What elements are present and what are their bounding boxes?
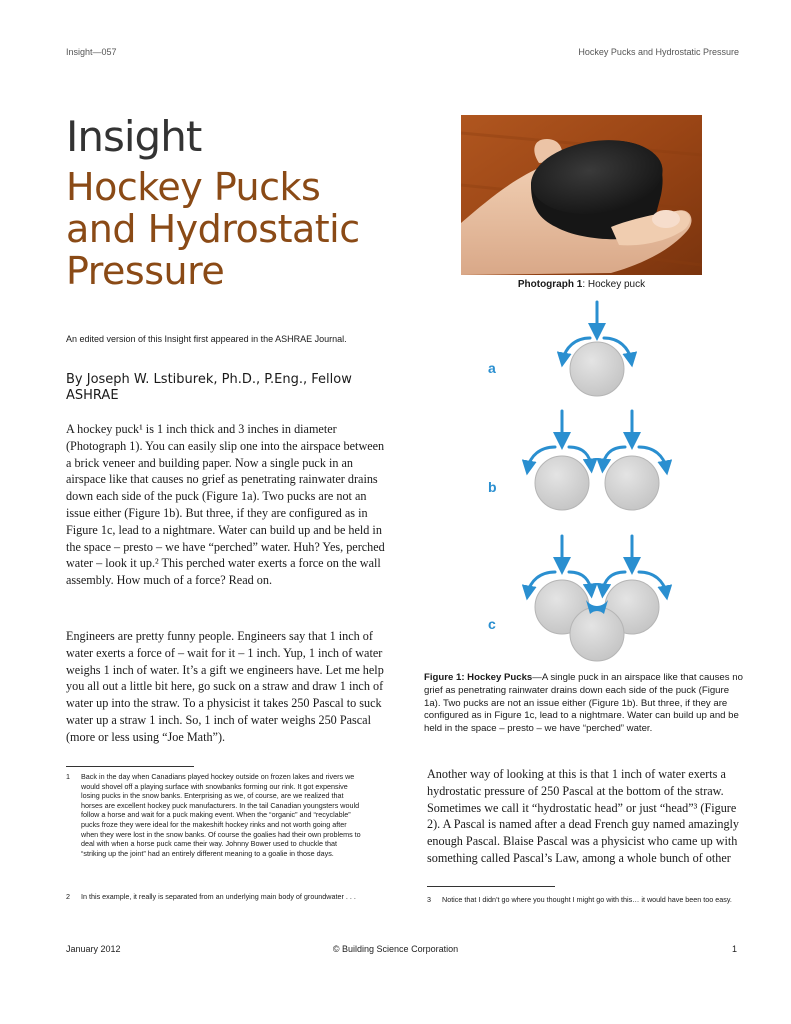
footer-date: January 2012	[66, 944, 121, 954]
footnote-rule-left	[66, 766, 194, 767]
puck-c-bottom	[570, 607, 624, 661]
title-kicker: Insight	[66, 112, 202, 161]
figure-label-c: c	[488, 616, 496, 632]
hockey-puck-photo	[461, 115, 702, 275]
footnote-text: In this example, it really is separated from an underlying main body of groundwater . . .	[81, 892, 356, 901]
page-title	[66, 166, 426, 292]
photo-caption-label: Photograph 1	[517, 279, 583, 290]
running-header-right: Hockey Pucks and Hydrostatic Pressure	[578, 47, 739, 57]
body-paragraph-3: Another way of looking at this is that 1 inch of water exerts a hydrostatic pressure of 250 Pascal at the bottom of the straw. Sometimes we call it “hydrostatic head” or just “head”³ (Figure 2). A Pascal is named after a dead French guy named amazingly enough Pascal. Blaise Pascal was a physicist who came up with something called Pascal’s Law, among a whole bunch of other	[427, 767, 740, 865]
title-line-3: Pressure	[66, 249, 225, 293]
footnote-number: 2	[66, 892, 70, 901]
body-paragraph-1: A hockey puck¹ is 1 inch thick and 3 inches in diameter (Photograph 1). You can easily slip one into the airspace between a brick veneer and building paper. Now a single puck in an airspace like that causes no grief as penetrating rainwater drains down each side of the puck (Figure 1a). Two pucks are not an issue either (Figure 1b). But three, if they are configured as in Figure 1c, lead to a nightmare. Water can build up and be held in the space – presto – we have “perched” water. Huh? Yes, perched water – look it up.² This perched water exerts a force on the wall assembly. How much of a force? Read on.	[66, 422, 385, 588]
photo-caption	[461, 279, 702, 290]
puck-b-left	[535, 456, 589, 510]
byline: By Joseph W. Lstiburek, Ph.D., P.Eng., Fellow ASHRAE	[66, 372, 352, 403]
photo-caption-text: : Hockey puck	[582, 279, 646, 290]
footer-copyright: © Building Science Corporation	[332, 944, 459, 954]
footnote-number: 3	[427, 895, 431, 904]
footnote-1	[66, 772, 362, 858]
footnote-2	[66, 892, 362, 902]
footnote-text: Notice that I didn’t go where you thought I might go with this… it would have been too easy.	[442, 895, 732, 904]
edited-note: An edited version of this Insight first appeared in the ASHRAE Journal.	[66, 334, 347, 344]
title-line-2: and Hydrostatic	[66, 207, 360, 251]
puck-b-right	[605, 456, 659, 510]
running-header-left: Insight—057	[66, 47, 117, 57]
body-paragraph-2: Engineers are pretty funny people. Engineers say that 1 inch of water exerts a force of – wait for it – 1 inch. Yup, 1 inch of water weighs 1 inch of water. It’s a gift we engineers have. Let me help you all out a little bit here, go suck on a straw and draw 1 inch of water up into the straw. To a physicist it takes 250 Pascal to suck water up a straw 1 inch. So, 1 inch of water weighs 250 Pascal (more or less using “Joe Math”).	[66, 629, 384, 744]
figure-1-diagram	[480, 296, 680, 666]
figure-caption-label: Figure 1: Hockey Pucks	[424, 672, 533, 683]
page-number: 1	[731, 944, 737, 954]
title-line-1: Hockey Pucks	[66, 165, 321, 209]
footnote-3	[427, 895, 743, 905]
figure-caption	[424, 672, 744, 736]
figure-caption-text: —A single puck in an airspace like that causes no grief as penetrating rainwater drains down each side of the puck (Figure 1a). Two pucks are not an issue either (Figure 1b). But three, if they are configured as in Figure 1c, lead to a nightmare. Water can build up and be held in the space – presto – we have “perched” water.	[424, 672, 743, 735]
puck-a	[570, 342, 624, 396]
figure-label-a: a	[488, 360, 496, 376]
footnote-text: Back in the day when Canadians played hockey outside on frozen lakes and rivers we would shovel off a playing surface with snowbanks forming our rink. It got expensive losing pucks in the snow banks. Enterprising as we, of course, are we realized that horses are excellent hockey puck manufacturers. In the tail Canadian youngsters would follow a horse and wait for a puck making event. When the “organic” and “recyclable” pucks froze they were ideal for the makeshift hockey rinks and not worth going after when they were lost in the snow banks. Of course the goalies had their own problems to deal with when a horse puck came their way. Johnny Bower used to chuckle that “striking up the joint” had an entirely different meaning to a goalie in those days.	[81, 772, 361, 858]
footnote-rule-right	[427, 886, 555, 887]
figure-label-b: b	[488, 479, 497, 495]
footnote-number: 1	[66, 772, 70, 781]
